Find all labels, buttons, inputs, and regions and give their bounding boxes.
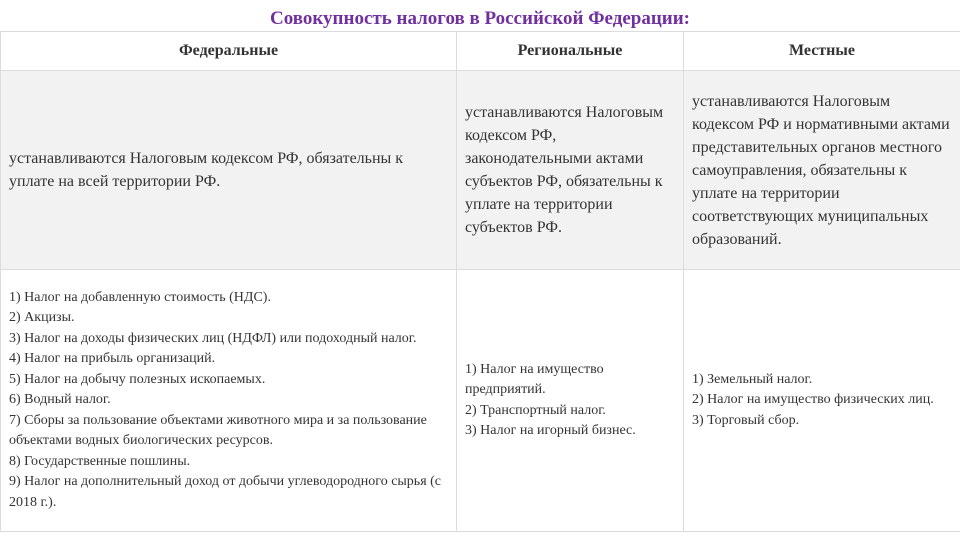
taxes-regional-list	[465, 360, 675, 442]
header-local: Местные	[684, 32, 960, 71]
description-local: устанавливаются Налоговым кодексом РФ и нормативными актами представительных органов местного самоуправления, обязательны к уплате на территории соответствующих муниципальных образований.	[684, 71, 960, 270]
list-item: 2) Налог на имущество физических лиц.	[692, 392, 934, 408]
list-item: 1) Налог на имущество предприятий.	[465, 361, 604, 397]
taxes-federal-cell	[1, 270, 457, 532]
taxes-federal-list	[9, 288, 448, 514]
header-row	[1, 32, 960, 71]
list-item: 1) Налог на добавленную стоимость (НДС).	[9, 289, 271, 305]
taxes-local-list	[692, 370, 952, 432]
taxes-local-cell	[684, 270, 960, 532]
description-federal: устанавливаются Налоговым кодексом РФ, обязательны к уплате на всей территории РФ.	[1, 71, 457, 270]
tax-table	[0, 31, 960, 532]
list-item: 3) Налог на доходы физических лиц (НДФЛ) или подоходный налог.	[9, 330, 417, 346]
list-item: 5) Налог на добычу полезных ископаемых.	[9, 371, 266, 387]
list-item: 2) Акцизы.	[9, 310, 75, 326]
list-item: 6) Водный налог.	[9, 392, 111, 408]
taxes-regional-cell	[457, 270, 684, 532]
list-item: 7) Сборы за пользование объектами животного мира и за пользование объектами водных биологических ресурсов.	[9, 412, 427, 449]
page-title: Совокупность налогов в Российской Федерации:	[270, 8, 690, 29]
list-item: 2) Транспортный налог.	[465, 402, 606, 418]
list-item: 8) Государственные пошлины.	[9, 453, 191, 469]
list-item: 4) Налог на прибыль организаций.	[9, 351, 216, 367]
header-regional: Региональные	[457, 32, 684, 71]
list-item: 9) Налог на дополнительный доход от добычи углеводородного сырья (с 2018 г.).	[9, 474, 442, 510]
list-item: 1) Земельный налог.	[692, 371, 813, 387]
description-row	[1, 71, 960, 270]
description-regional: устанавливаются Налоговым кодексом РФ, законодательными актами субъектов РФ, обязательны к уплате на территории субъектов РФ.	[457, 71, 684, 270]
tax-list-row	[1, 270, 960, 532]
list-item: 3) Торговый сбор.	[692, 412, 800, 428]
header-federal: Федеральные	[1, 32, 457, 71]
list-item: 3) Налог на игорный бизнес.	[465, 423, 636, 438]
